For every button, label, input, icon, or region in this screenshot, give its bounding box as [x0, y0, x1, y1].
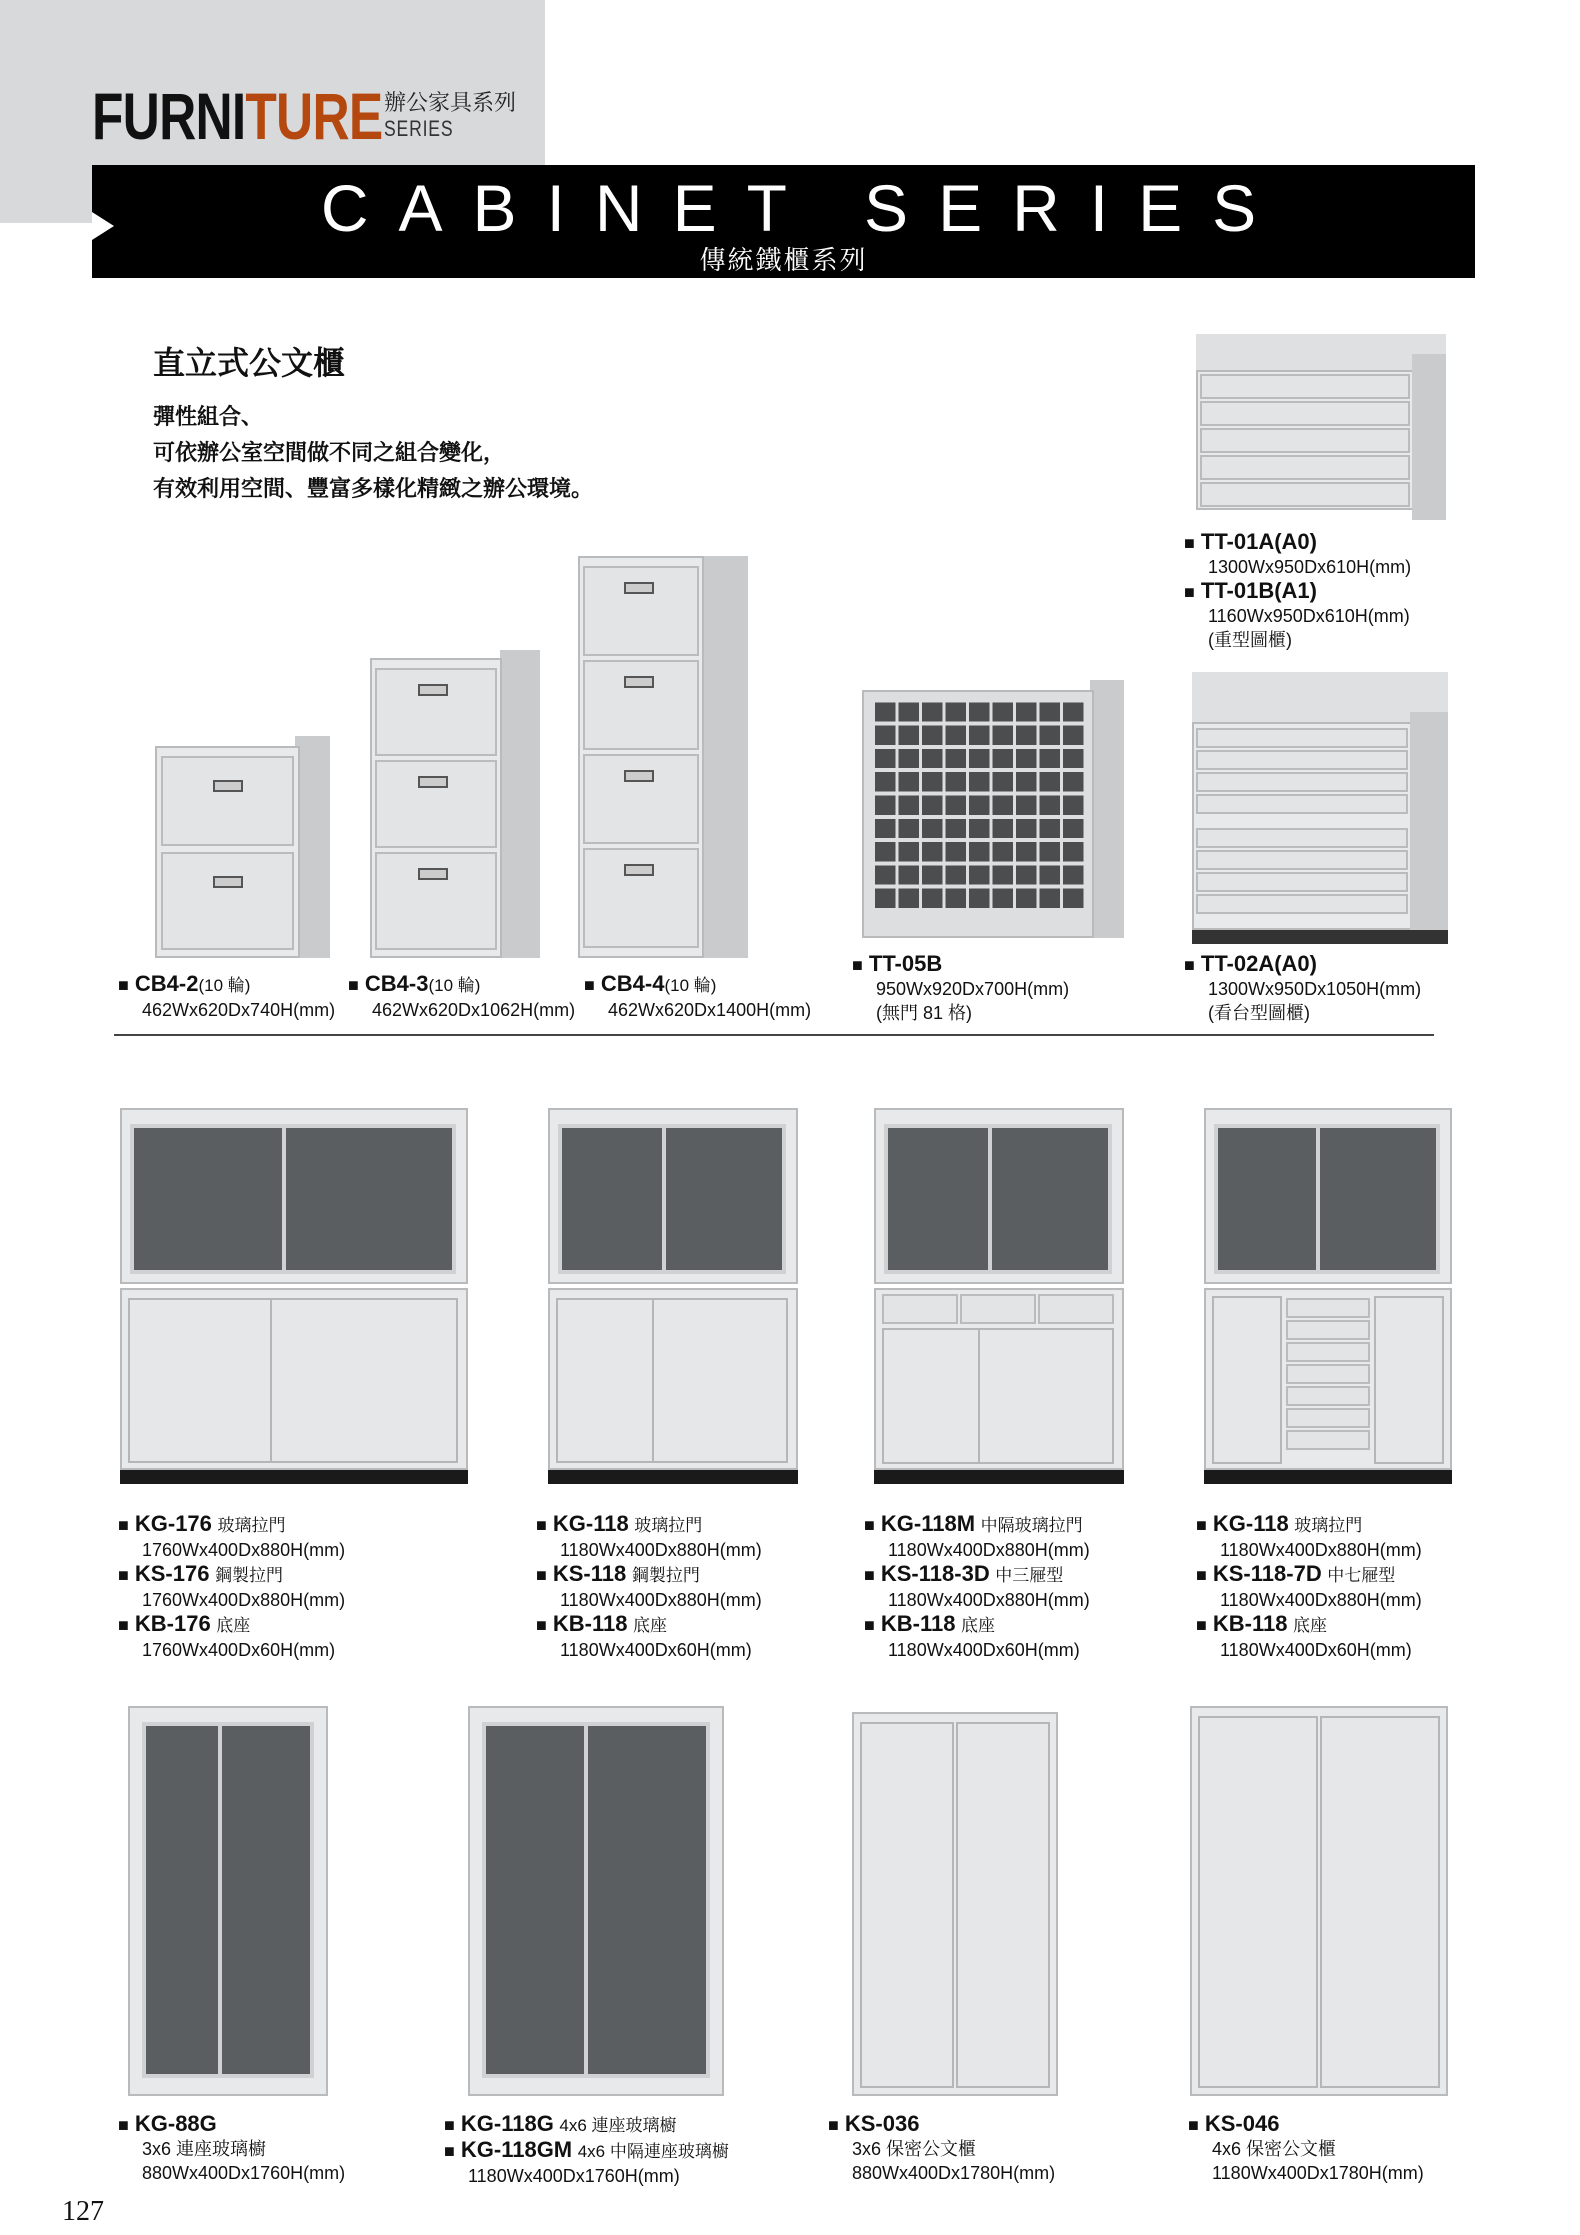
label-tt-01: ■ TT-01A(A0) 1300Wx950Dx610H(mm) ■ TT-01B(A1) 1160Wx950Dx610H(mm) (重型圖櫃) [1184, 529, 1412, 650]
product-image-kg-176 [120, 1108, 468, 1484]
product-image-kg-88g [128, 1706, 328, 2096]
label-kg-176-group: ■ KG-176 玻璃拉門 1760Wx400Dx880H(mm) ■ KS-176 鋼製拉門 1760Wx400Dx880H(mm) ■ KB-176 底座 1760Wx400Dx60H(mm) [118, 1511, 346, 1660]
product-image-kg-118m [874, 1108, 1124, 1484]
page-number: 127 [62, 2196, 104, 2227]
series-banner [92, 165, 1475, 278]
brand-subtitle-zh: 辦公家具系列 [384, 90, 517, 115]
label-kg-118g: ■ KG-118G 4x6 連座玻璃櫥 ■ KG-118GM 4x6 中隔連座玻璃櫥 1180Wx400Dx1760H(mm) [444, 2111, 729, 2186]
label-ks-118-7d-group: ■ KG-118 玻璃拉門 1180Wx400Dx880H(mm) ■ KS-118-7D 中七屜型 1180Wx400Dx880H(mm) ■ KB-118 底座 1180Wx400Dx60H(mm) [1196, 1511, 1422, 1660]
product-image-kg-118 [548, 1108, 798, 1484]
product-image-kg-118g [468, 1706, 724, 2096]
section-divider [114, 1034, 1434, 1036]
label-ks-046: ■ KS-046 4x6 保密公文櫃 1180Wx400Dx1780H(mm) [1188, 2111, 1424, 2183]
banner-title: CABINET SERIES [320, 171, 1287, 245]
product-image-ks-046 [1190, 1706, 1448, 2096]
label-cb4-4: ■ CB4-4(10 輪) 462Wx620Dx1400H(mm) [584, 971, 812, 1020]
label-tt-05b: ■ TT-05B 950Wx920Dx700H(mm) (無門 81 格) [852, 951, 1070, 1023]
label-kg-118-group: ■ KG-118 玻璃拉門 1180Wx400Dx880H(mm) ■ KS-118 鋼製拉門 1180Wx400Dx880H(mm) ■ KB-118 底座 1180Wx400Dx60H(mm) [536, 1511, 762, 1660]
label-ks-036: ■ KS-036 3x6 保密公文櫃 880Wx400Dx1780H(mm) [828, 2111, 1056, 2183]
banner-notch [92, 212, 114, 240]
product-image-cb4-3 [370, 650, 540, 958]
product-image-ks-036 [852, 1712, 1058, 2096]
label-tt-02a: ■ TT-02A(A0) 1300Wx950Dx1050H(mm) (看台型圖櫃) [1184, 951, 1422, 1023]
intro-line-1: 彈性組合、 [153, 404, 264, 429]
brand-subtitle-en: SERIES [384, 116, 454, 141]
intro-line-3: 有效利用空間、豐富多樣化精緻之辦公環境。 [153, 476, 594, 501]
label-kg-118m-group: ■ KG-118M 中隔玻璃拉門 1180Wx400Dx880H(mm) ■ KS-118-3D 中三屜型 1180Wx400Dx880H(mm) ■ KB-118 底座 1180Wx400Dx60H(mm) [864, 1511, 1090, 1660]
product-image-ks-118-7d [1204, 1108, 1452, 1484]
intro-line-2: 可依辦公室空間做不同之組合變化， [153, 440, 506, 465]
brand-logo: FURNITURE [92, 79, 383, 153]
product-image-cb4-2 [155, 736, 330, 958]
label-cb4-2: ■ CB4-2(10 輪) 462Wx620Dx740H(mm) [118, 971, 336, 1020]
product-image-tt-01a [1196, 334, 1446, 520]
product-image-tt-05b [862, 680, 1124, 938]
label-cb4-3: ■ CB4-3(10 輪) 462Wx620Dx1062H(mm) [348, 971, 576, 1020]
product-image-cb4-4 [578, 556, 748, 958]
section-title: 直立式公文櫃 [153, 345, 346, 381]
product-image-tt-02a [1192, 672, 1448, 944]
label-kg-88g: ■ KG-88G 3x6 連座玻璃櫥 880Wx400Dx1760H(mm) [118, 2111, 346, 2183]
banner-subtitle: 傳統鐵櫃系列 [699, 245, 868, 275]
